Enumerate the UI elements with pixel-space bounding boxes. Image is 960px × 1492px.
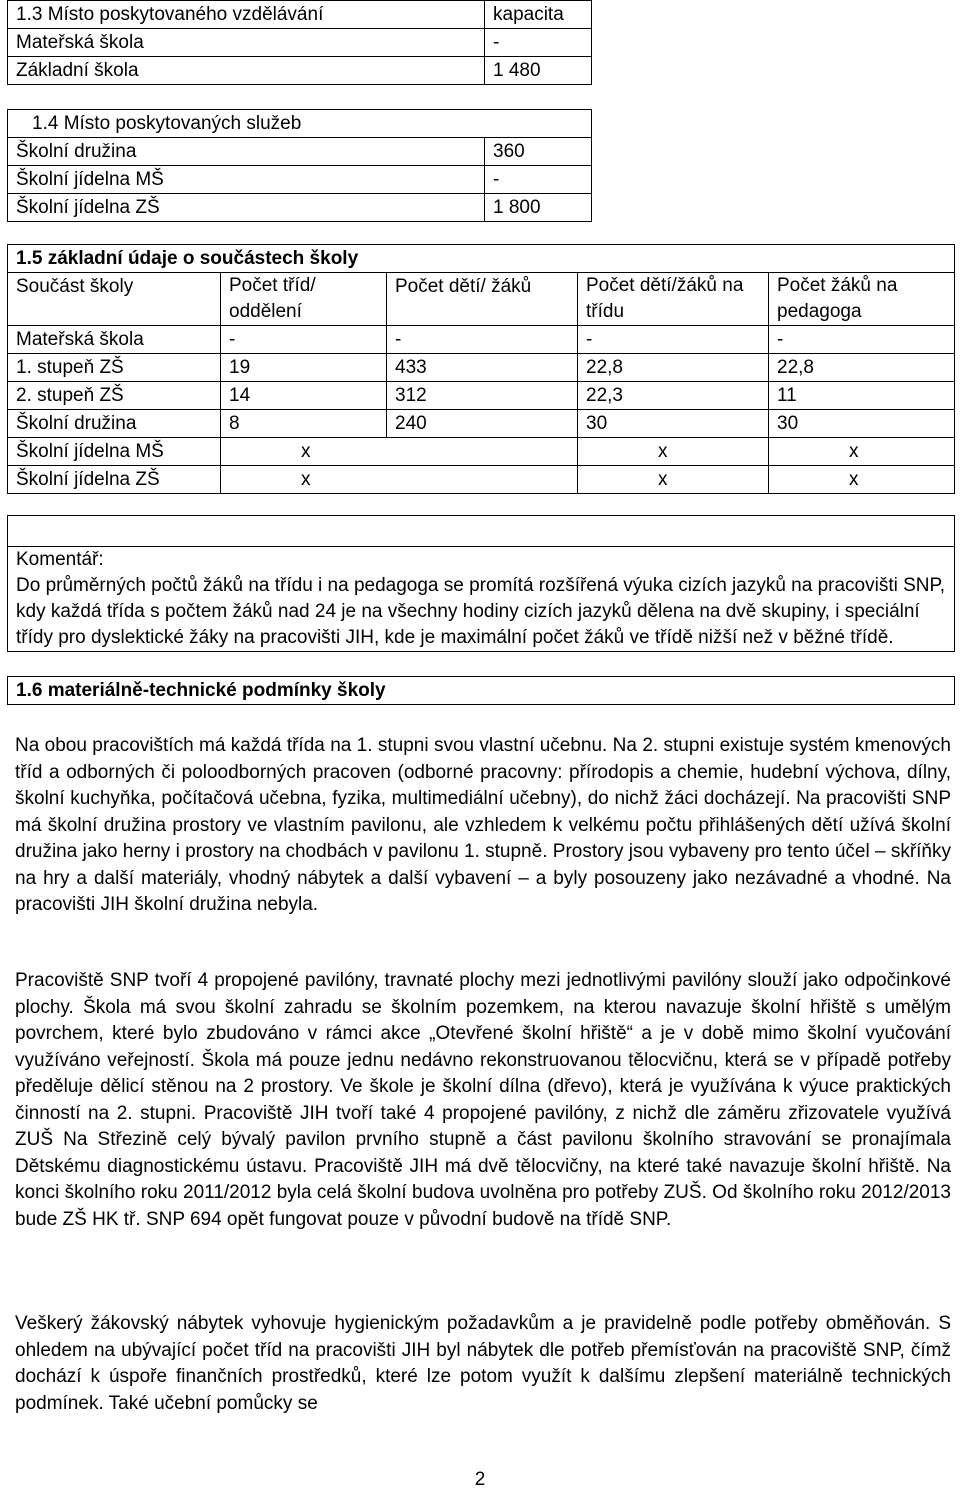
table-row [8, 326, 955, 354]
comment-cell [8, 547, 955, 652]
table-row [8, 382, 955, 410]
section-title: 1.5 základní údaje o součástech školy [8, 245, 955, 273]
capacity-header-value: kapacita [485, 1, 592, 29]
cell: 240 [387, 410, 578, 438]
cell: - [769, 326, 955, 354]
cell: - [578, 326, 769, 354]
table-row [8, 438, 955, 466]
table-row [8, 677, 955, 705]
cell: 433 [387, 354, 578, 382]
cell: 30 [769, 410, 955, 438]
cell: 22,8 [578, 354, 769, 382]
table-row [8, 354, 955, 382]
column-header: Počet žáků na pedagoga [769, 273, 955, 326]
cell: Školní jídelna MŠ [8, 438, 221, 466]
column-header: Počet dětí/žáků na třídu [578, 273, 769, 326]
cell: Školní družina [8, 410, 221, 438]
column-header: Počet dětí/ žáků [387, 273, 578, 326]
cell-value: - [485, 29, 592, 57]
comment-label: Komentář: [16, 549, 104, 570]
cell-label: Školní jídelna ZŠ [8, 194, 485, 222]
cell: 30 [578, 410, 769, 438]
cell: 11 [769, 382, 955, 410]
cell: Školní jídelna ZŠ [8, 466, 221, 494]
services-header-label: 1.4 Místo poskytovaných služeb [8, 110, 592, 138]
cell-label: Školní jídelna MŠ [8, 166, 485, 194]
cell-label: Školní družina [8, 138, 485, 166]
table-row [8, 57, 592, 85]
table-row [8, 110, 592, 138]
cell: 8 [221, 410, 387, 438]
table-section-1-6 [7, 676, 955, 705]
column-header: Počet tříd/ oddělení [221, 273, 387, 326]
cell-value: 1 480 [485, 57, 592, 85]
cell: x [578, 438, 769, 466]
table-header-row [8, 273, 955, 326]
paragraph: Na obou pracovištích má každá třída na 1. stupni svou vlastní učebnu. Na 2. stupni existuje systém kmenových tříd a odborných či poloodborných pracoven (odborné pracovny: přírodopis a chemie, hudební výchova, dílny, školní kuchyňka, počítačová učebna, fyzika, multimediální učebny), do nichž žáci docházejí. Na pracovišti SNP má školní družina prostory ve vlastním pavilonu, ale vzhledem k velkému počtu přihlášených dětí užívá školní družina jako herny i prostory na chodbách v pavilonu 1. stupně. Prostory jsou vybaveny pro tento účel – skříňky na hry a další materiály, vhodný nábytek a další vybavení – a byly posouzeny jako nezávadné a vhodné. Na pracovišti JIH školní družina nebyla. [15, 735, 951, 915]
table-row [8, 466, 955, 494]
table-row [8, 547, 955, 652]
cell: - [221, 326, 387, 354]
comment-text: Do průměrných počtů žáků na třídu i na pedagoga se promítá rozšířená výuka cizích jazyků na pracovišti SNP, kdy každá třída s počtem žáků nad 24 je na všechny hodiny cizích jazyků dělena na dvě skupiny, i speciální třídy pro dyslektické žáky na pracovišti JIH, kde je maximální počet žáků ve třídě nižší než v běžné třídě. [16, 575, 946, 648]
comment-spacer [8, 516, 955, 547]
cell: 22,8 [769, 354, 955, 382]
cell-value: 360 [485, 138, 592, 166]
table-school-parts [7, 244, 955, 494]
capacity-header-label: 1.3 Místo poskytovaného vzdělávání [8, 1, 485, 29]
cell: x [578, 466, 769, 494]
column-header: Součást školy [8, 273, 221, 326]
paragraph: Pracoviště SNP tvoří 4 propojené pavilóny, travnaté plochy mezi jednotlivými pavilóny slouží jako odpočinkové plochy. Škola má svou školní zahradu se školním pozemkem, na kterou navazuje školní hřiště s umělým povrchem, které bylo zbudováno v rámci akce „Otevřené školní hřiště“ a je v době mimo školní vyučování využíváno veřejností. Škola má pouze jednu nedávno rekonstruovanou tělocvičnu, která se v případě potřeby předěluje dělicí stěnou na 2 prostory. Ve škole je školní dílna (dřevo), která je využívána k výuce praktických činností na 2. stupni. Pracoviště JIH tvoří také 4 propojené pavilóny, z nichž dle záměru zřizovatele využívá ZUŠ Na Střezině celý bývalý pavilon prvního stupně a část pavilonu školního stravování se pronajímala Dětskému diagnostickému ústavu. Pracoviště JIH má dvě tělocvičny, na které také navazuje školní hřiště. Na konci školního roku 2011/2012 byla celá školní budova uvolněna pro potřeby ZUŠ. Od školního roku 2012/2013 bude ZŠ HK tř. SNP 694 opět fungovat pouze v původní budově na třídě SNP. [15, 970, 951, 1230]
cell: x [221, 438, 578, 466]
table-row [8, 166, 592, 194]
table-row [8, 29, 592, 57]
paragraph: Veškerý žákovský nábytek vyhovuje hygienickým požadavkům a je pravidelně podle potřeby obměňován. S ohledem na ubývající počet tříd na pracovišti JIH byl nábytek dle potřeb přemísťován na pracoviště SNP, čímž dochází k úspoře finančních prostředků, které lze potom využít k dalšímu zlepšení materiálně technických podmínek. Také učební pomůcky se [15, 1313, 951, 1414]
cell: Mateřská škola [8, 326, 221, 354]
cell: 14 [221, 382, 387, 410]
cell: 2. stupeň ZŠ [8, 382, 221, 410]
table-comment [7, 515, 955, 652]
table-row [8, 194, 592, 222]
table-row [8, 1, 592, 29]
cell-label: Mateřská škola [8, 29, 485, 57]
table-services [7, 109, 592, 222]
cell: x [769, 438, 955, 466]
cell: 19 [221, 354, 387, 382]
cell-value: 1 800 [485, 194, 592, 222]
cell-label: Základní škola [8, 57, 485, 85]
cell: - [387, 326, 578, 354]
cell: x [221, 466, 578, 494]
cell: x [769, 466, 955, 494]
page-number: 2 [474, 1469, 486, 1490]
table-row [8, 516, 955, 547]
table-capacity [7, 0, 592, 85]
table-row [8, 245, 955, 273]
table-row [8, 410, 955, 438]
section-title: 1.6 materiálně-technické podmínky školy [8, 677, 955, 705]
table-row [8, 138, 592, 166]
cell: 22,3 [578, 382, 769, 410]
cell-value: - [485, 166, 592, 194]
cell: 312 [387, 382, 578, 410]
cell: 1. stupeň ZŠ [8, 354, 221, 382]
